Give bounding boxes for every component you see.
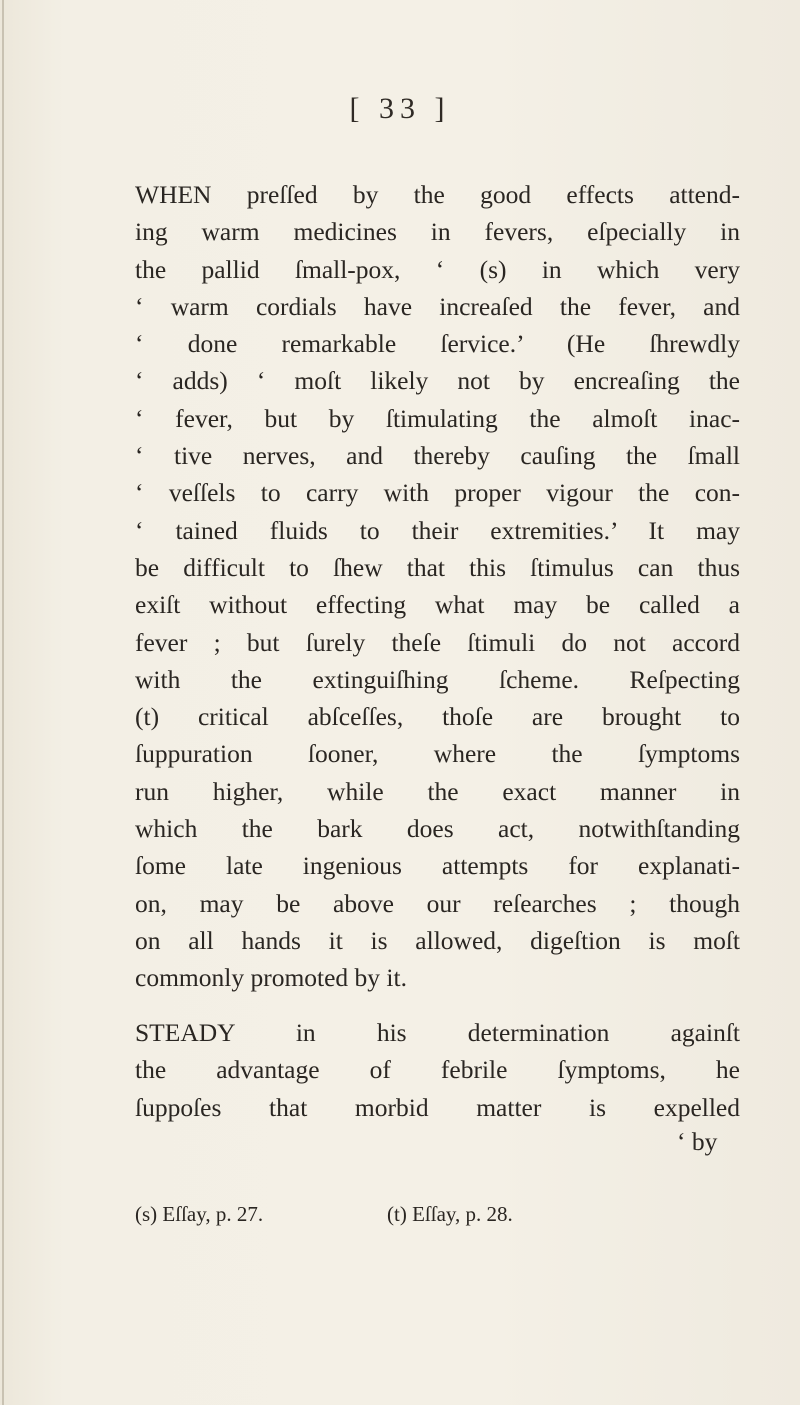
- text-line: ‘ fever, but by ſtimulating the almoſt inac-: [135, 403, 740, 433]
- text-line: ‘ veſſels to carry with proper vigour the con-: [135, 478, 740, 508]
- text-line: WHEN preſſed by the good effects attend-: [135, 180, 740, 209]
- text-line: be difficult to ſhew that this ſtimulus can thus: [135, 552, 740, 582]
- text-line: ſuppoſes that morbid matter is expelled: [135, 1092, 740, 1122]
- footnote-t: (t) Eſſay, p. 28.: [387, 1202, 513, 1226]
- footnote-s: (s) Eſſay, p. 27.: [135, 1202, 264, 1226]
- text-line: fever ; but ſurely theſe ſtimuli do not accord: [135, 627, 740, 657]
- text-line: the pallid ſmall-pox, ‘ (s) in which very: [135, 254, 740, 284]
- text-line: commonly promoted by it.: [135, 963, 407, 993]
- text-line: with the extinguiſhing ſcheme. Reſpecting: [135, 664, 740, 694]
- text-line: STEADY in his determination againſt: [135, 1018, 740, 1047]
- text-line: ‘ done remarkable ſervice.’ (He ſhrewdly: [135, 329, 740, 359]
- text-line: ‘ warm cordials have increaſed the fever, and: [135, 291, 740, 321]
- text-line: (t) critical abſceſſes, thoſe are brought to: [135, 702, 740, 732]
- text-line: ing warm medicines in fevers, eſpecially in: [135, 217, 740, 247]
- text-line: run higher, while the exact manner in: [135, 776, 740, 806]
- text-line: which the bark does act, notwithſtanding: [135, 814, 740, 844]
- text-line: ‘ tained fluids to their extremities.’ It may: [135, 515, 740, 545]
- text-line: ſome late ingenious attempts for explanati-: [135, 851, 740, 881]
- text-line: on, may be above our reſearches ; though: [135, 888, 740, 918]
- text-line: ſuppuration ſooner, where the ſymptoms: [135, 739, 740, 769]
- paragraph-2: [135, 1014, 740, 1126]
- text-line: on all hands it is allowed, digeſtion is moſt: [135, 925, 740, 955]
- text-line: ‘ adds) ‘ moſt likely not by encreaſing the: [135, 366, 740, 396]
- text-line: exiſt without effecting what may be called a: [135, 590, 740, 620]
- paragraph-1: [135, 176, 740, 997]
- page-gutter-edge: [2, 0, 4, 1405]
- catchword: ‘ by: [677, 1127, 718, 1156]
- text-line: the advantage of febrile ſymptoms, he: [135, 1055, 740, 1085]
- page-number: [ 33 ]: [349, 92, 451, 125]
- text-line: ‘ tive nerves, and thereby cauſing the ſmall: [135, 441, 740, 471]
